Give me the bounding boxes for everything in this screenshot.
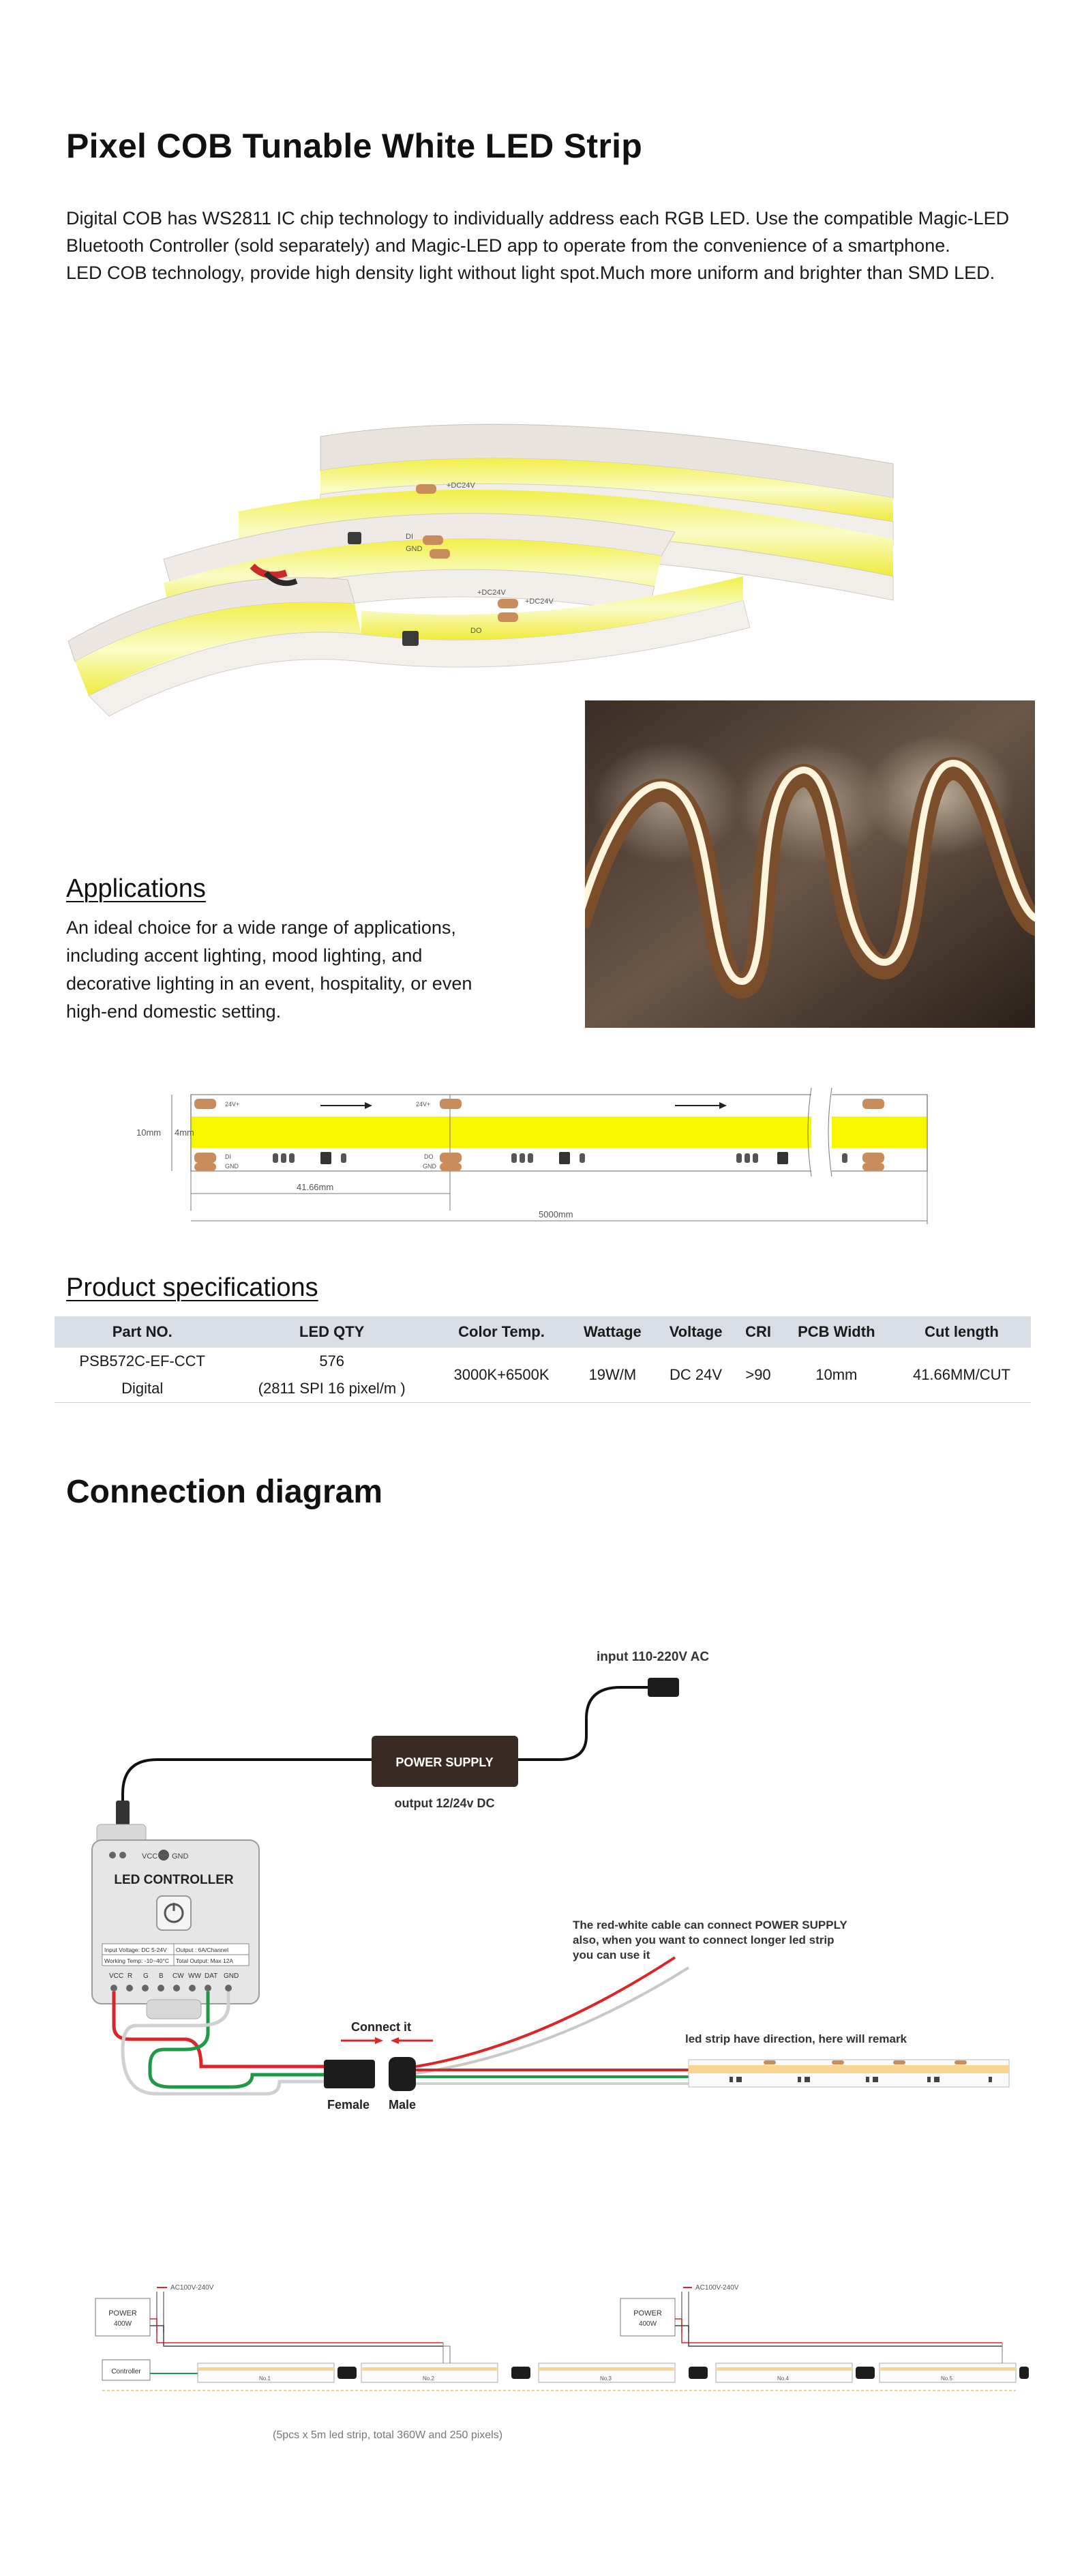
table-row — [55, 1348, 1031, 1375]
strip-number: No.5 — [941, 2375, 952, 2382]
note-line: also, when you want to connect longer led strip — [573, 1934, 835, 1946]
pad-label: DI — [225, 1153, 231, 1160]
total-label: 5000mm — [539, 1209, 573, 1219]
terminal-label: CW — [172, 1972, 184, 1980]
terminal-label: VCC — [109, 1972, 124, 1980]
col-color-temp: Color Temp. — [434, 1316, 569, 1348]
applications-heading: Applications — [66, 874, 206, 903]
cri-cell: >90 — [736, 1348, 780, 1403]
male-label: Male — [389, 2098, 417, 2112]
segment-label: 41.66mm — [297, 1182, 334, 1192]
led-qty-cell: (2811 SPI 16 pixel/m ) — [230, 1375, 434, 1403]
female-connector — [324, 2060, 375, 2088]
applications-line: high-end domestic setting. — [66, 1001, 282, 1022]
led-qty-cell: 576 — [319, 1352, 345, 1370]
input-label: input 110-220V AC — [597, 1650, 710, 1664]
power-label: 400W — [113, 2320, 132, 2328]
col-led-qty: LED QTY — [230, 1316, 434, 1348]
applications-line: including accent lighting, mood lighting, and — [66, 945, 423, 966]
pad-label: DO — [424, 1153, 434, 1160]
strip-label: DI — [406, 533, 413, 541]
color-temp-cell: 3000K+6500K — [434, 1348, 569, 1403]
led-strip-reels-photo — [61, 409, 914, 730]
col-wattage: Wattage — [569, 1316, 656, 1348]
female-label: Female — [327, 2098, 370, 2112]
intro-line: LED COB technology, provide high density light without light spot.Much more uniform and brighter than SMD LED. — [66, 263, 995, 283]
strip-label: DO — [470, 627, 482, 635]
multi-strip-diagram — [61, 2278, 1030, 2462]
inner-label: 4mm — [175, 1127, 194, 1138]
strip-number: No.1 — [259, 2375, 271, 2382]
height-label: 10mm — [136, 1127, 162, 1138]
strip-number: No.3 — [600, 2375, 612, 2382]
pad-label: GND — [225, 1163, 239, 1170]
connect-label: Connect it — [351, 2020, 411, 2034]
power-label: 400W — [638, 2320, 657, 2328]
terminal-label: GND — [224, 1972, 239, 1980]
applications-line: decorative lighting in an event, hospitality, or even — [66, 973, 472, 994]
col-voltage: Voltage — [656, 1316, 736, 1348]
strip-number: No.4 — [777, 2375, 789, 2382]
specs-heading: Product specifications — [66, 1273, 318, 1302]
connection-heading: Connection diagram — [66, 1474, 383, 1510]
lit-strip-photo — [585, 700, 1035, 1028]
power-supply-label: POWER SUPPLY — [395, 1756, 494, 1769]
direction-label: led strip have direction, here will remark — [685, 2032, 907, 2045]
strip-label: GND — [406, 545, 423, 553]
ac-label: AC100V-240V — [170, 2284, 214, 2292]
note-line: The red-white cable can connect POWER SUPPLY — [573, 1919, 847, 1931]
cut-length-cell: 41.66MM/CUT — [892, 1348, 1031, 1403]
part-no-cell: Digital — [55, 1375, 230, 1403]
page-title: Pixel COB Tunable White LED Strip — [66, 127, 643, 165]
male-connector — [389, 2057, 416, 2091]
controller-pin: GND — [172, 1852, 189, 1861]
strip-label: +DC24V — [447, 482, 475, 490]
controller-spec: Output : 6A/Channel — [176, 1946, 229, 1953]
power-label: POWER — [633, 2309, 662, 2318]
intro-text — [66, 205, 1034, 286]
col-pcb-width: PCB Width — [781, 1316, 892, 1348]
applications-text — [66, 914, 502, 1026]
terminal-label: B — [159, 1972, 164, 1980]
intro-line: Digital COB has WS2811 IC chip technology to individually address each RGB LED. Use the compatible Magic-LED — [66, 208, 1010, 228]
col-part-no: Part NO. — [55, 1316, 230, 1348]
controller-spec: Input Voltage: DC 5-24V — [104, 1946, 167, 1953]
power-label: POWER — [108, 2309, 137, 2318]
terminal-label: DAT — [205, 1972, 218, 1980]
controller-spec: Total Output: Max 12A — [176, 1957, 234, 1964]
connection-diagram — [61, 1623, 1050, 2114]
spec-header-row — [55, 1316, 1031, 1348]
controller-spec: Working Temp: -10~40°C — [104, 1957, 169, 1964]
wattage-cell: 19W/M — [569, 1348, 656, 1403]
strip-number: No.2 — [423, 2375, 434, 2382]
diagram-caption: (5pcs x 5m led strip, total 360W and 250 pixels) — [273, 2429, 503, 2441]
part-no-cell: PSB572C-EF-CCT — [79, 1352, 205, 1370]
ac-label: AC100V-240V — [695, 2284, 739, 2292]
controller-title: LED CONTROLLER — [114, 1873, 234, 1887]
output-label: output 12/24v DC — [394, 1796, 495, 1810]
pad-label: 24V+ — [225, 1101, 240, 1108]
pcb-width-cell: 10mm — [781, 1348, 892, 1403]
pad-label: 24V+ — [416, 1101, 431, 1108]
controller-pin: VCC — [142, 1852, 158, 1861]
strip-label: +DC24V — [477, 589, 506, 597]
terminal-label: G — [143, 1972, 149, 1980]
pad-label: GND — [423, 1163, 436, 1170]
spec-table — [55, 1316, 1031, 1403]
controller-label: Controller — [111, 2368, 141, 2375]
intro-line: Bluetooth Controller (sold separately) and Magic-LED app to operate from the convenience of a smartphone. — [66, 235, 950, 256]
dimension-diagram — [130, 1081, 948, 1238]
terminal-label: WW — [188, 1972, 201, 1980]
terminal-label: R — [127, 1972, 133, 1980]
col-cri: CRI — [736, 1316, 780, 1348]
note-line: you can use it — [573, 1949, 650, 1961]
strip-label: +DC24V — [525, 597, 554, 606]
voltage-cell: DC 24V — [656, 1348, 736, 1403]
col-cut-length: Cut length — [892, 1316, 1031, 1348]
applications-line: An ideal choice for a wide range of applications, — [66, 917, 456, 938]
